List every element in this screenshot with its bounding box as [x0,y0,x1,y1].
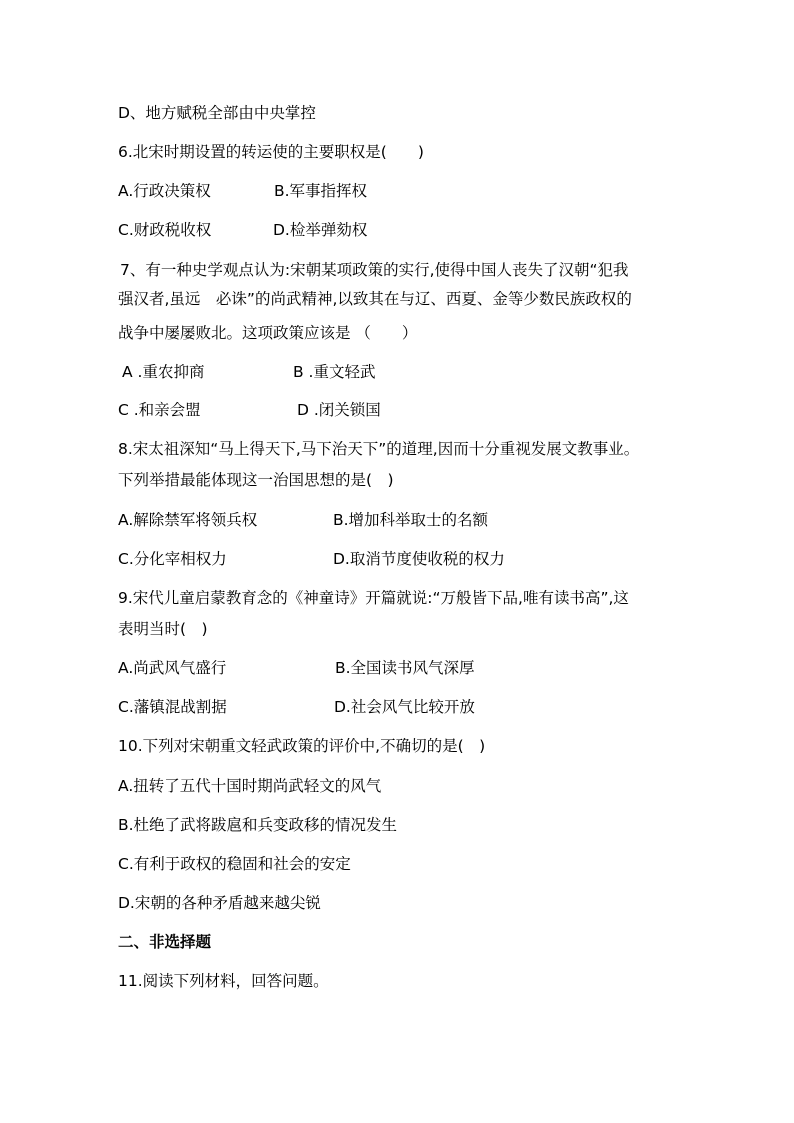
q7-stem-line1: 7、有一种史学观点认为:宋朝某项政策的实行,使得中国人丧失了汉朝“犯我 [120,261,629,279]
q7-option-c: C .和亲会盟 [118,401,201,419]
q8-row1 [118,508,678,532]
q8-stem-line2: 下列举措最能体现这一治国思想的是( ) [118,471,394,489]
q7-option-d: D .闭关锁国 [297,401,381,419]
q11-stem: 11.阅读下列材料，回答问题。 [118,972,329,990]
q9-stem-line1: 9.宋代儿童启蒙教育念的《神童诗》开篇就说:“万般皆下品,唯有读书高”,这 [118,589,629,607]
q8-option-c: C.分化宰相权力 [118,550,227,568]
section-2-heading: 二、非选择题 [118,933,212,951]
q7-stem-line2: 强汉者,虽远 必诛”的尚武精神,以致其在与辽、西夏、金等少数民族政权的 [118,290,632,308]
q6-stem: 6.北宋时期设置的转运使的主要职权是( ) [118,143,424,161]
q8-option-b: B.增加科举取士的名额 [333,511,489,529]
q7-row1 [118,360,678,384]
q9-row2 [118,695,678,719]
q9-option-a: A.尚武风气盛行 [118,659,227,677]
q8-stem-line1: 8.宋太祖深知“马上得天下,马下治天下”的道理,因而十分重视发展文教事业。 [118,440,640,458]
q6-option-c: C.财政税收权 [118,221,212,239]
q6-option-b: B.军事指挥权 [274,182,368,200]
q8-option-a: A.解除禁军将领兵权 [118,511,258,529]
q9-row1 [118,656,678,680]
q7-row2 [118,398,678,422]
q10-option-a: A.扭转了五代十国时期尚武轻文的风气 [118,777,382,795]
q10-option-b: B.杜绝了武将跋扈和兵变政移的情况发生 [118,816,398,834]
q10-stem: 10.下列对宋朝重文轻武政策的评价中,不确切的是( ) [118,737,486,755]
q6-row2 [118,218,678,242]
q6-option-a: A.行政决策权 [118,182,211,200]
q9-option-c: C.藩镇混战割据 [118,698,227,716]
q7-option-b: B .重文轻武 [293,363,376,381]
q5-option-d: D、地方赋税全部由中央掌控 [118,104,316,122]
q7-stem-line3: 战争中屡屡败北。这项政策应该是 （ ） [118,324,418,342]
q7-option-a: A .重农抑商 [122,363,205,381]
q8-row2 [118,547,678,571]
q9-stem-line2: 表明当时( ) [118,620,208,638]
q6-row1 [118,179,678,203]
q9-option-d: D.社会风气比较开放 [334,698,475,716]
q10-option-c: C.有利于政权的稳固和社会的安定 [118,855,351,873]
q9-option-b: B.全国读书风气深厚 [335,659,475,677]
q6-option-d: D.检举弹劾权 [273,221,368,239]
q8-option-d: D.取消节度使收税的权力 [333,550,505,568]
q10-option-d: D.宋朝的各种矛盾越来越尖锐 [118,894,321,912]
